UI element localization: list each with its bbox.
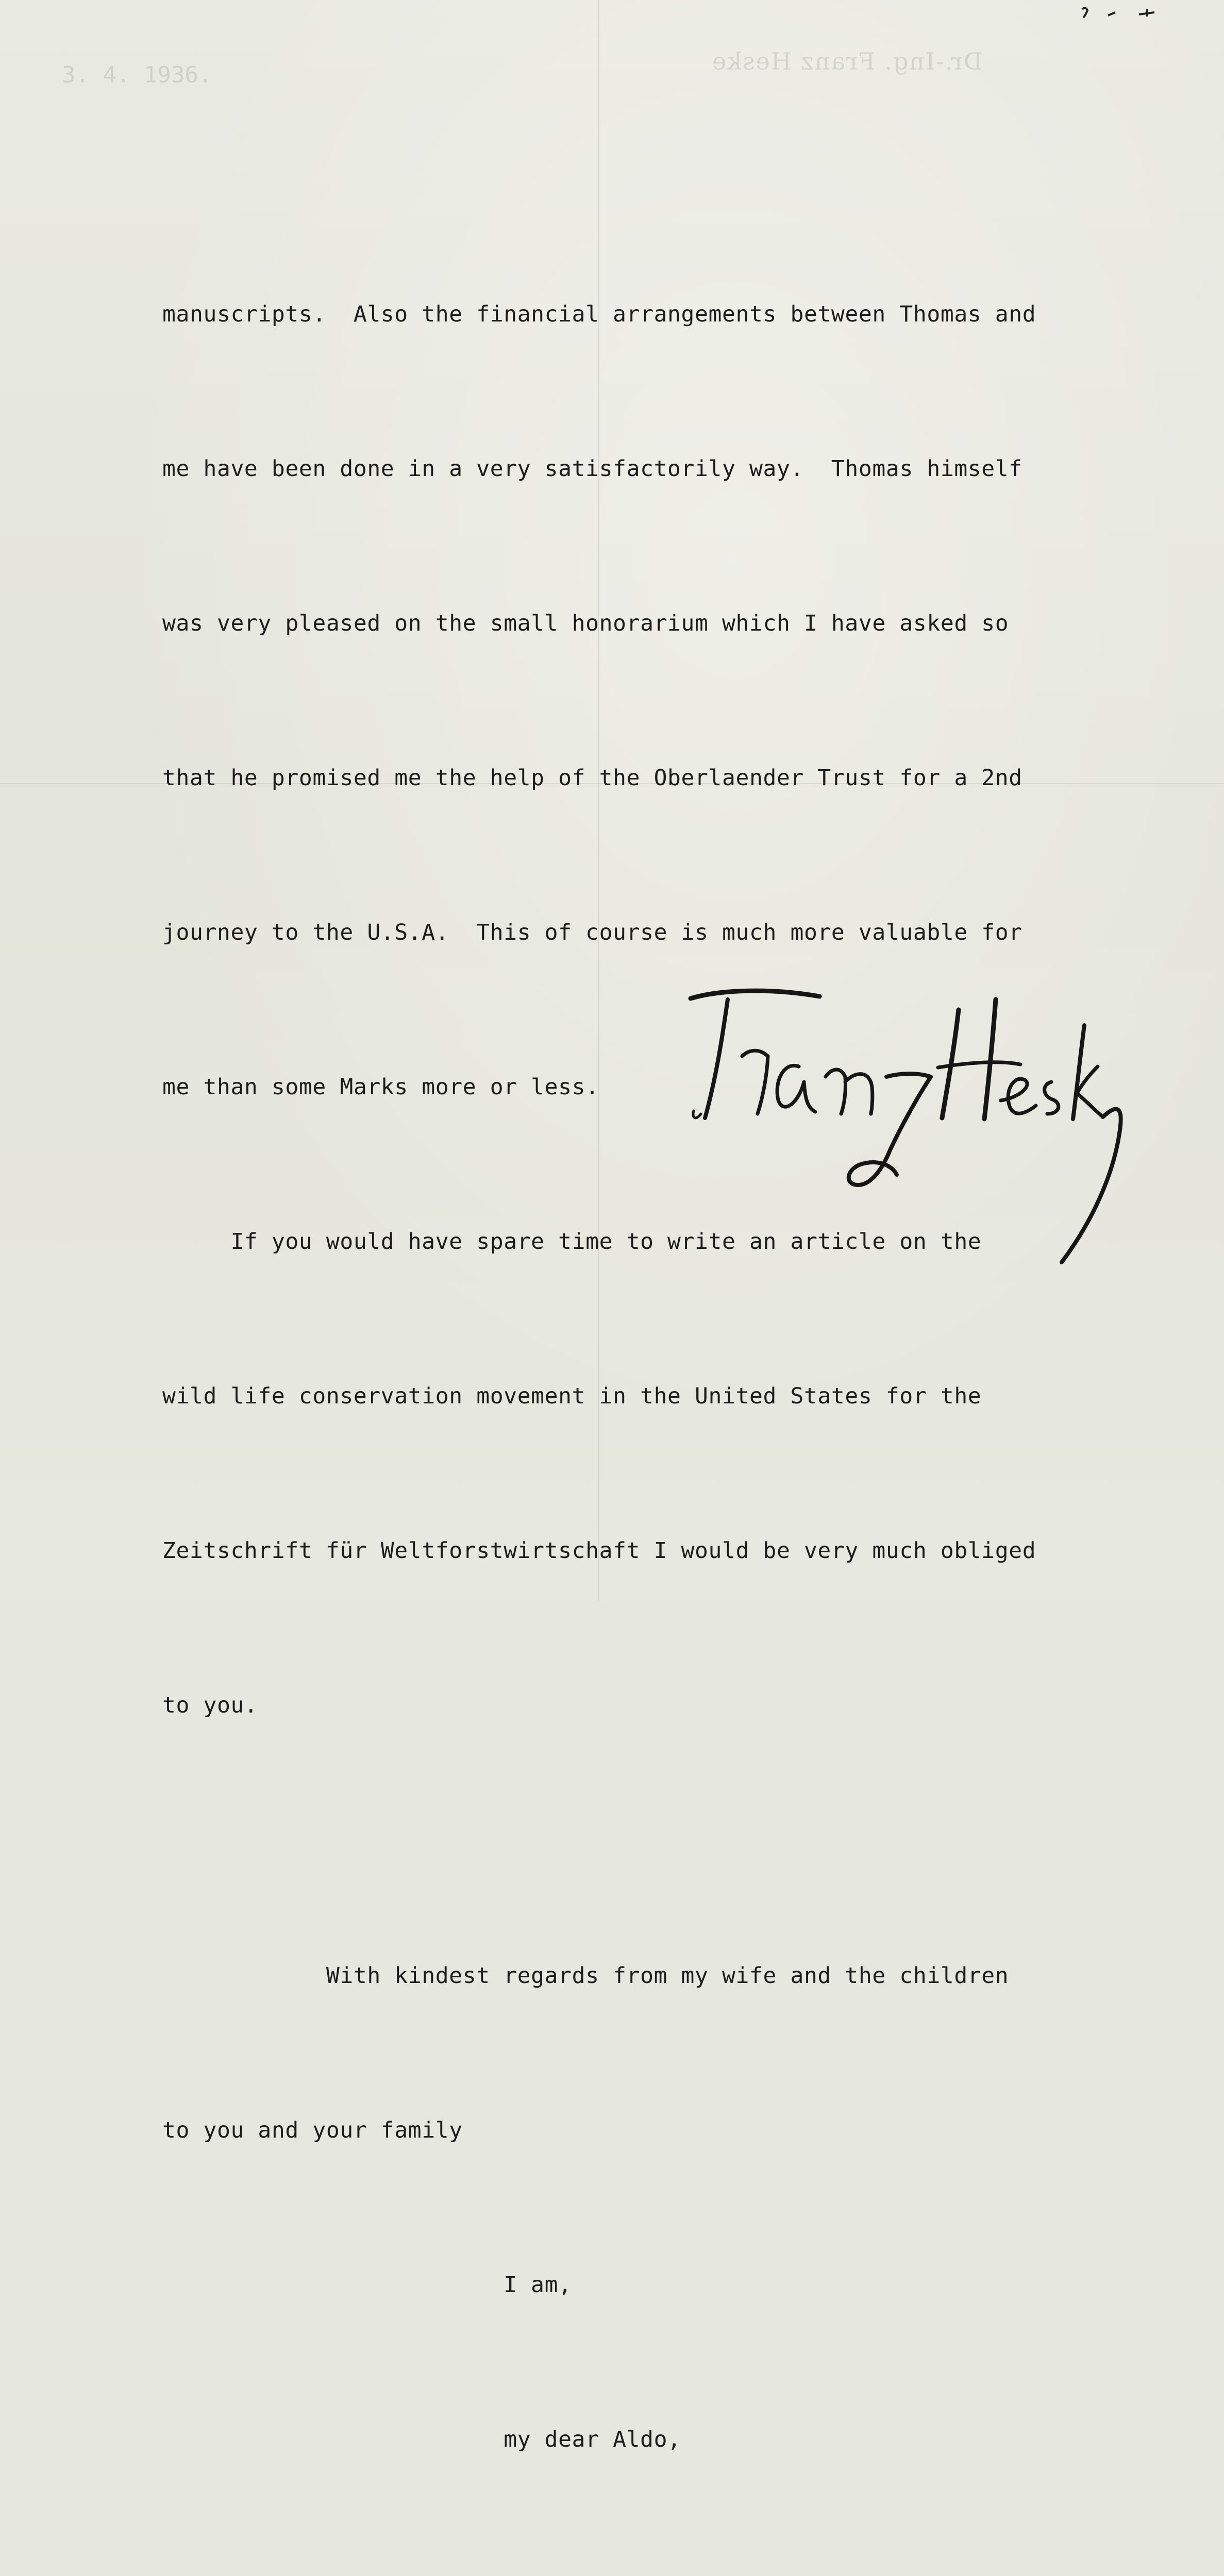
closing-line	[162, 2568, 1183, 2576]
letter-line: Zeitschrift für Weltforstwirtschaft I would be very much obliged	[162, 1538, 1036, 1564]
letter-line: journey to the U.S.A. This of course is much more valuable for	[162, 920, 1022, 945]
closing-line: my dear Aldo,	[162, 2427, 681, 2452]
letter-line: was very pleased on the small honorarium which I have asked so	[162, 611, 1009, 636]
handwritten-signature	[680, 979, 1124, 1267]
letter-line: me have been done in a very satisfactorily way. Thomas himself	[162, 456, 1022, 482]
closing-line: to you and your family	[162, 2117, 463, 2143]
letterhead-bleed-date: 3. 4. 1936.	[62, 62, 212, 88]
corner-ink-mark	[1077, 4, 1170, 25]
letter-line: wild life conservation movement in the United States for the	[162, 1383, 982, 1409]
letter-line: If you would have spare time to write an article on the	[162, 1229, 982, 1255]
letter-line: to you.	[162, 1692, 258, 1718]
letter-line: me than some Marks more or less.	[162, 1074, 599, 1100]
closing-line: With kindest regards from my wife and the children	[162, 1963, 1009, 1989]
letter-body	[162, 185, 1183, 2576]
letter-spacer	[162, 1834, 1183, 1847]
letterhead-bleed-name: Dr.-Ing. Franz Heske	[711, 47, 983, 75]
letter-line: that he promised me the help of the Oberlaender Trust for a 2nd	[162, 765, 1022, 791]
closing-line: I am,	[162, 2272, 572, 2298]
letter-line: manuscripts. Also the financial arrangements between Thomas and	[162, 301, 1036, 327]
